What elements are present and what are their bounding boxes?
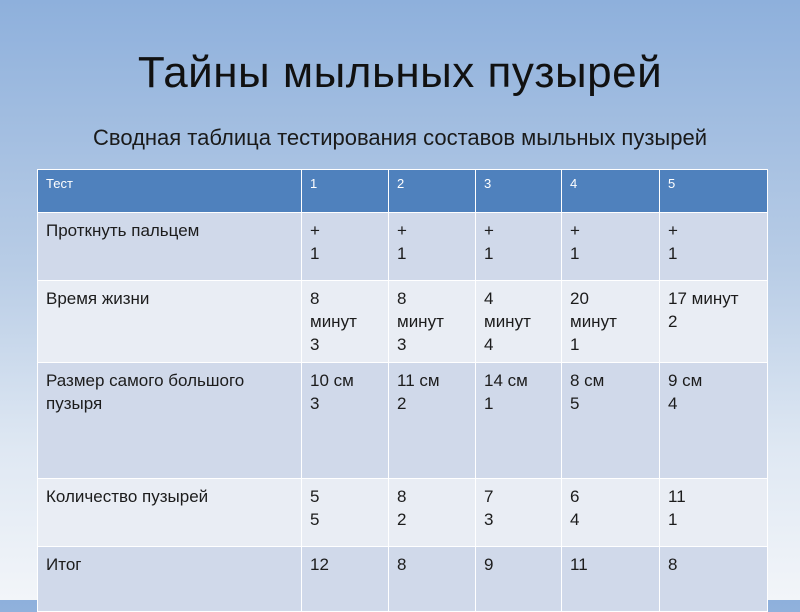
table-cell bbox=[302, 213, 389, 281]
row-label-text: Итог bbox=[46, 555, 82, 574]
cell-value: 11 1 bbox=[668, 487, 686, 529]
table-cell bbox=[660, 213, 768, 281]
cell-value: 8 bbox=[397, 555, 407, 574]
cell-value: 6 4 bbox=[570, 487, 580, 529]
table-cell bbox=[476, 213, 562, 281]
table-cell bbox=[562, 213, 660, 281]
table-cell bbox=[562, 479, 660, 547]
cell-value: 7 3 bbox=[484, 487, 494, 529]
header-cell-5: 5 bbox=[660, 170, 768, 213]
header-cell-2: 2 bbox=[389, 170, 476, 213]
table-cell bbox=[302, 363, 389, 479]
cell-value: + 1 bbox=[310, 221, 320, 263]
cell-value: 14 см 1 bbox=[484, 371, 528, 413]
cell-value: 8 минут 3 bbox=[310, 289, 357, 354]
header-cell-4: 4 bbox=[562, 170, 660, 213]
table-row bbox=[38, 363, 768, 479]
cell-value: 12 bbox=[310, 555, 329, 574]
row-label-text: Проткнуть пальцем bbox=[46, 221, 200, 240]
cell-value: + 1 bbox=[484, 221, 494, 263]
table-cell bbox=[660, 363, 768, 479]
table-row bbox=[38, 213, 768, 281]
table-cell bbox=[660, 547, 768, 612]
table-cell bbox=[562, 363, 660, 479]
row-label bbox=[38, 213, 302, 281]
table-cell bbox=[389, 479, 476, 547]
row-label-text: Время жизни bbox=[46, 289, 150, 308]
cell-value: 10 см 3 bbox=[310, 371, 354, 413]
cell-value: + 1 bbox=[397, 221, 407, 263]
row-label bbox=[38, 363, 302, 479]
table-cell bbox=[302, 547, 389, 612]
row-label bbox=[38, 479, 302, 547]
summary-table-container bbox=[37, 169, 767, 612]
table-cell bbox=[660, 479, 768, 547]
slide-subtitle: Сводная таблица тестирования составов мыльных пузырей bbox=[92, 125, 708, 150]
header-cell-test: Тест bbox=[38, 170, 302, 213]
cell-value: 8 минут 3 bbox=[397, 289, 444, 354]
row-label-text: Размер самого большого пузыря bbox=[46, 371, 245, 413]
table-row bbox=[38, 281, 768, 363]
table-header-row bbox=[38, 170, 768, 213]
cell-value: 4 минут 4 bbox=[484, 289, 531, 354]
cell-value: 8 bbox=[668, 555, 678, 574]
table-cell bbox=[389, 213, 476, 281]
slide-title: Тайны мыльных пузырей bbox=[137, 48, 663, 97]
cell-value: 8 см 5 bbox=[570, 371, 605, 413]
table-cell bbox=[660, 281, 768, 363]
table-cell bbox=[302, 281, 389, 363]
row-label-text: Количество пузырей bbox=[46, 487, 209, 506]
cell-value: + 1 bbox=[668, 221, 678, 263]
table-row bbox=[38, 479, 768, 547]
table-cell bbox=[562, 547, 660, 612]
table-cell bbox=[302, 479, 389, 547]
table-cell bbox=[562, 281, 660, 363]
table-cell bbox=[476, 363, 562, 479]
row-label bbox=[38, 281, 302, 363]
cell-value: 9 bbox=[484, 555, 494, 574]
table-cell bbox=[389, 363, 476, 479]
summary-table bbox=[37, 169, 768, 612]
cell-value: 20 минут 1 bbox=[570, 289, 617, 354]
table-row bbox=[38, 547, 768, 612]
cell-value: 11 bbox=[570, 555, 588, 574]
table-cell bbox=[476, 479, 562, 547]
cell-value: 5 5 bbox=[310, 487, 320, 529]
cell-value: 17 минут 2 bbox=[668, 289, 739, 331]
table-cell bbox=[389, 281, 476, 363]
cell-value: 9 см 4 bbox=[668, 371, 703, 413]
cell-value: 11 см 2 bbox=[397, 371, 440, 413]
header-cell-1: 1 bbox=[302, 170, 389, 213]
table-cell bbox=[476, 281, 562, 363]
header-cell-3: 3 bbox=[476, 170, 562, 213]
row-label bbox=[38, 547, 302, 612]
table-cell bbox=[389, 547, 476, 612]
cell-value: 8 2 bbox=[397, 487, 407, 529]
table-cell bbox=[476, 547, 562, 612]
cell-value: + 1 bbox=[570, 221, 580, 263]
